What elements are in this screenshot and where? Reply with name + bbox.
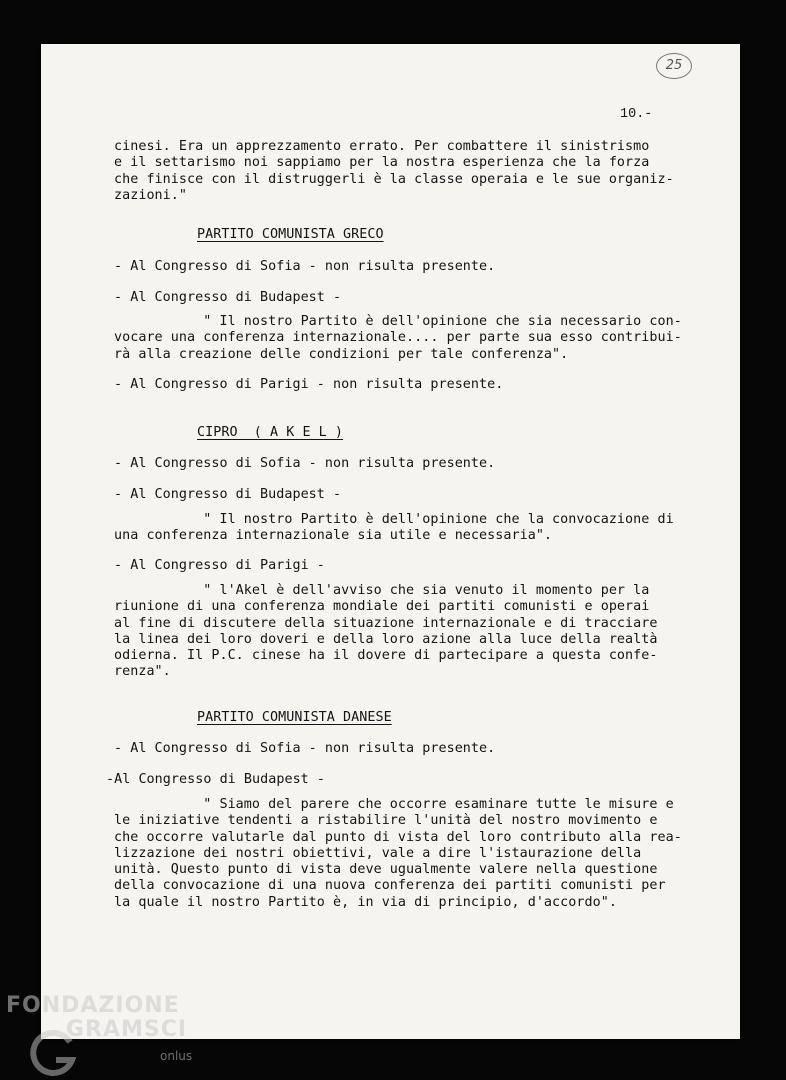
heading-partito-greco: PARTITO COMUNISTA GRECO [197,227,384,242]
paragraph-continuation: cinesi. Era un apprezzamento errato. Per combattere il sinistrismo e il settarismo noi sappiamo per la nostra esperienza che la forza che finisce con il distruggerli è la classe operaia e le sue organiz- zazioni." [114,139,674,203]
danese-budapest-line: -Al Congresso di Budapest - [106,772,326,787]
greco-budapest-quote: " Il nostro Partito è dell'opinione che sia necessario con- vocare una conferenza internazionale.... per parte sua esso contribui- rà alla creazione delle condizioni per tale conferenza". [114,314,682,362]
danese-sofia-line: - Al Congresso di Sofia - non risulta presente. [114,741,496,756]
cipro-budapest-quote: " Il nostro Partito è dell'opinione che la convocazione di una conferenza internazionale sia utile e necessaria". [114,512,674,544]
cipro-sofia-line: - Al Congresso di Sofia - non risulta presente. [114,456,496,471]
heading-partito-danese: PARTITO COMUNISTA DANESE [197,710,392,725]
heading-cipro-akel: CIPRO ( A K E L ) [197,425,344,440]
watermark-line-1: FONDAZIONE [6,993,180,1018]
cipro-budapest-line: - Al Congresso di Budapest - [114,487,342,502]
watermark-line-2: GRAMSCI [66,1017,188,1042]
foundation-logo-icon [30,1030,76,1076]
greco-budapest-line: - Al Congresso di Budapest - [114,290,342,305]
cipro-parigi-quote: " l'Akel è dell'avviso che sia venuto il momento per la riunione di una conferenza mondiale dei partiti comunisti e operai al fine di discutere della situazione internazionale e di tracciare la linea dei loro doveri e della loro azione alla luce della realtà odierna. Il P.C. cinese ha il dovere di partecipare a questa confe- renza". [114,583,658,680]
archive-folio-mark: 25 [656,53,692,79]
watermark-onlus: onlus [160,1049,193,1063]
page-number: 10.- [620,107,653,122]
greco-parigi-line: - Al Congresso di Parigi - non risulta presente. [114,377,504,392]
greco-sofia-line: - Al Congresso di Sofia - non risulta presente. [114,259,496,274]
cipro-parigi-line: - Al Congresso di Parigi - [114,558,325,573]
danese-budapest-quote: " Siamo del parere che occorre esaminare tutte le misure e le iniziative tendenti a ristabilire l'unità del nostro movimento e che occorre valutarle dal punto di vista del loro contributo alla rea- lizzazione dei nostri obiettivi, vale a dire l'istaurazione della unità. Questo punto di vista deve ugualmente valere nella questione della convocazione di una nuova conferenza dei partiti comunisti per la quale il nostro Partito è, in via di principio, d'accordo". [114,797,682,910]
